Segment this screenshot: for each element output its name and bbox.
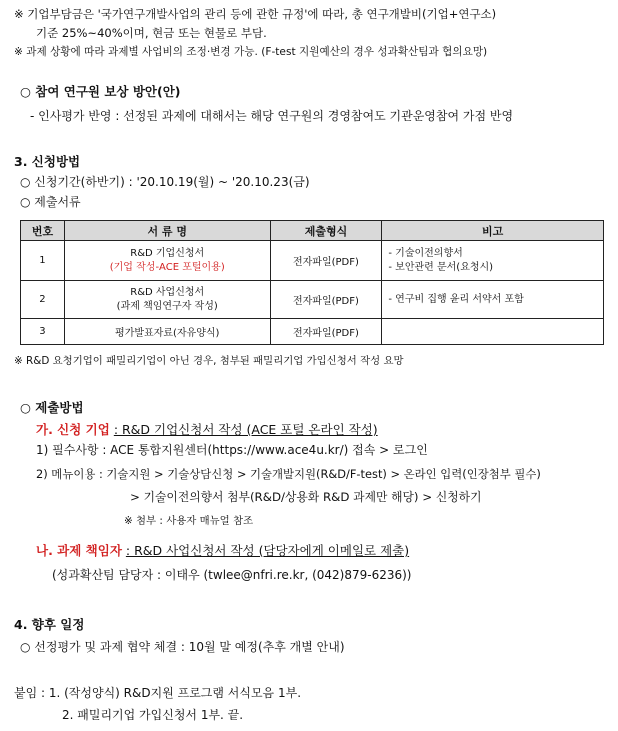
section3-heading: 3. 신청방법 bbox=[14, 154, 81, 169]
remark-line: - 기술이전의향서 bbox=[388, 247, 463, 259]
table-row bbox=[21, 281, 604, 319]
row-format: 전자파일(PDF) bbox=[270, 241, 382, 281]
manual-note: ※ 첨부 : 사용자 매뉴얼 참조 bbox=[124, 515, 254, 527]
row-format: 전자파일(PDF) bbox=[270, 281, 382, 319]
table-row bbox=[21, 241, 604, 281]
attachment-line-1: 붙임 : 1. (작성양식) R&D지원 프로그램 서식모음 1부. bbox=[14, 686, 302, 700]
row-remark bbox=[382, 319, 604, 345]
header-number: 번호 bbox=[21, 221, 65, 241]
header-remark: 비고 bbox=[382, 221, 604, 241]
row-doc-name: 평가발표자료(자유양식) bbox=[64, 319, 270, 345]
compensation-text: - 인사평가 반영 : 선정된 과제에 대해서는 해당 연구원의 경영참여도 기관운영참여 가점 반영 bbox=[30, 109, 514, 123]
company-method-text: : R&D 기업신청서 작성 (ACE 포털 온라인 작성) bbox=[113, 422, 378, 437]
note-budget-adjust: ※ 과제 상황에 따라 과제별 사업비의 조정·변경 가능. (F-test 지원예산의 경우 성과확산팀과 협의요망) bbox=[14, 46, 488, 58]
doc-name-main: R&D 사업신청서 bbox=[130, 286, 205, 298]
attachment-line-2: 2. 패밀리기업 가입신청서 1부. 끝. bbox=[62, 708, 244, 722]
pi-method bbox=[36, 541, 409, 559]
row-doc-name bbox=[64, 281, 270, 319]
submission-heading: ○ 제출방법 bbox=[20, 400, 84, 415]
row-format: 전자파일(PDF) bbox=[270, 319, 382, 345]
required-steps: 1) 필수사항 : ACE 통합지원센터(https://www.ace4u.kr/) 접속 > 로그인 bbox=[36, 443, 428, 457]
header-doc-name: 서 류 명 bbox=[64, 221, 270, 241]
contact-info: (성과확산팀 담당자 : 이태우 (twlee@nfri.re.kr, (042)879-6236)) bbox=[52, 568, 412, 582]
company-method bbox=[36, 420, 378, 438]
required-documents-table bbox=[20, 220, 604, 345]
row-number: 2 bbox=[21, 281, 65, 319]
menu-steps-cont: > 기술이전의향서 첨부(R&D/상용화 R&D 과제만 해당) > 신청하기 bbox=[130, 490, 482, 504]
table-header-row bbox=[21, 221, 604, 241]
row-remark bbox=[382, 281, 604, 319]
doc-name-sub: (과제 책임연구자 작성) bbox=[116, 300, 218, 312]
row-number: 3 bbox=[21, 319, 65, 345]
table-row bbox=[21, 319, 604, 345]
pi-label: 나. 과제 책임자 bbox=[36, 543, 122, 558]
row-doc-name bbox=[64, 241, 270, 281]
table-note: ※ R&D 요청기업이 패밀리기업이 아닌 경우, 첨부된 패밀리기업 가입신청서 작성 요망 bbox=[14, 355, 404, 367]
application-period: ○ 신청기간(하반기) : '20.10.19(월) ~ '20.10.23(금) bbox=[20, 175, 310, 189]
note-company-share: ※ 기업부담금은 '국가연구개발사업의 관리 등에 관한 규정'에 따라, 총 연구개발비(기업+연구소) bbox=[14, 7, 497, 21]
doc-name-main: R&D 기업신청서 bbox=[130, 247, 205, 259]
remark-line: - 연구비 집행 윤리 서약서 포함 bbox=[388, 293, 524, 305]
row-number: 1 bbox=[21, 241, 65, 281]
doc-name-sub: (기업 작성-ACE 포털이용) bbox=[109, 261, 225, 273]
company-label: 가. 신청 기업 bbox=[36, 422, 110, 437]
note-company-share-cont: 기준 25%~40%이며, 현금 또는 현물로 부담. bbox=[36, 26, 267, 40]
header-format: 제출형식 bbox=[270, 221, 382, 241]
pi-method-text: : R&D 사업신청서 작성 (담당자에게 이메일로 제출) bbox=[125, 543, 410, 558]
row-remark bbox=[382, 241, 604, 281]
menu-steps: 2) 메뉴이용 : 기술지원 > 기술상담신청 > 기술개발지원(R&D/F-test) > 온라인 입력(인장첨부 필수) bbox=[36, 467, 541, 481]
compensation-heading: ○ 참여 연구원 보상 방안(안) bbox=[20, 84, 181, 99]
schedule-text: ○ 선정평가 및 과제 협약 체결 : 10월 말 예정(추후 개별 안내) bbox=[20, 640, 345, 654]
submission-docs-heading: ○ 제출서류 bbox=[20, 195, 81, 209]
remark-line: - 보안관련 문서(요청시) bbox=[388, 261, 494, 273]
section4-heading: 4. 향후 일정 bbox=[14, 617, 85, 632]
